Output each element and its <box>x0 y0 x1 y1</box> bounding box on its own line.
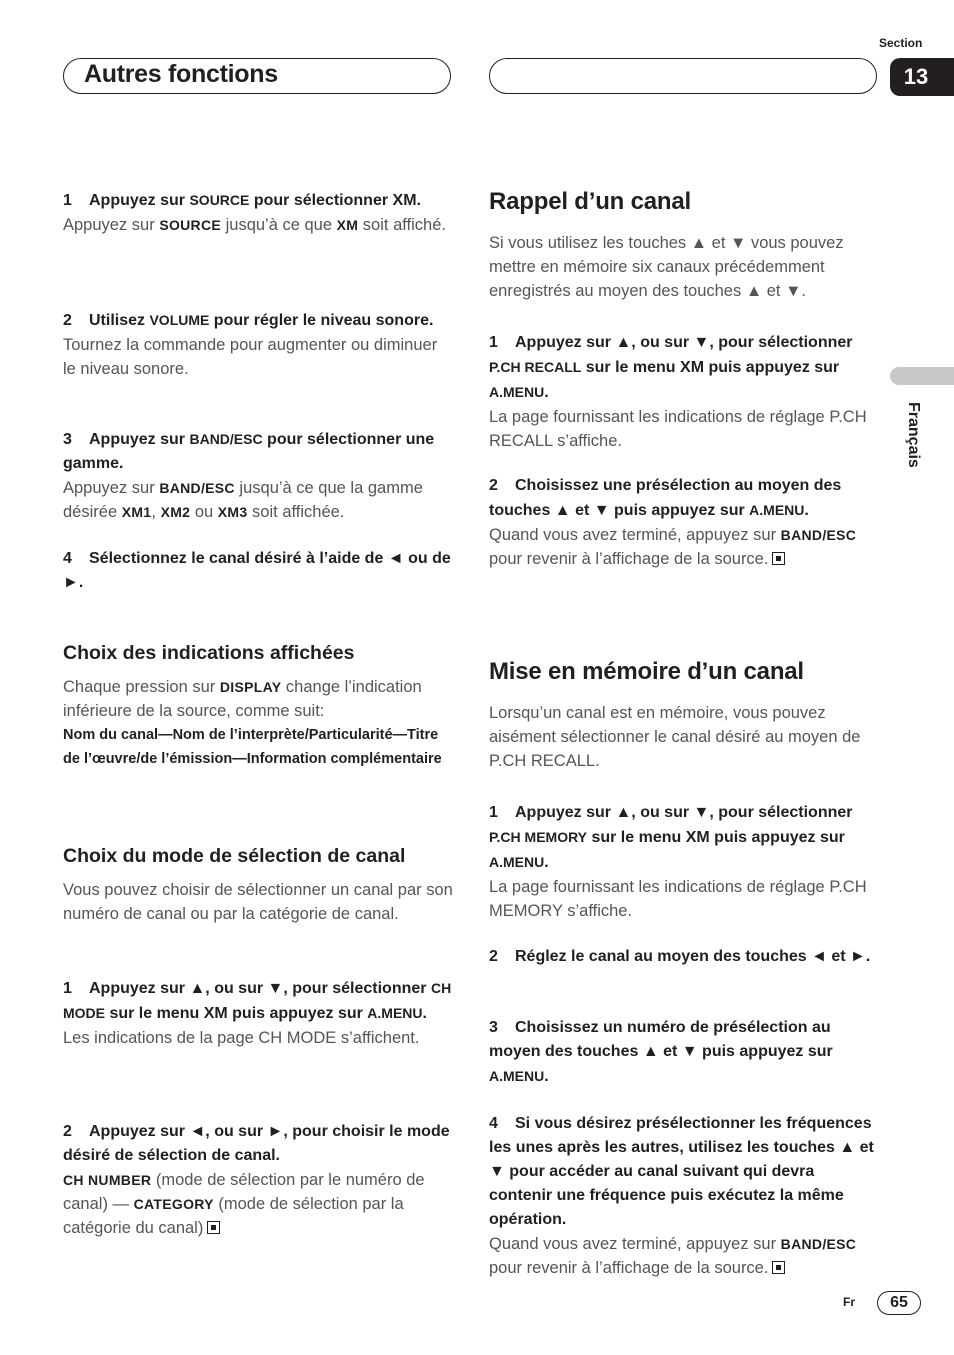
memory-step-3: 3 Choisissez un numéro de présélection au moyen des touches ▲ et ▼ puis appuyez sur A.MENU. <box>489 1019 833 1085</box>
page-number: 65 <box>877 1291 921 1315</box>
end-mark-icon <box>207 1221 220 1234</box>
mode-step-2: 2 Appuyez sur ◄, ou sur ►, pour choisir le mode désiré de sélection de canal. CH NUMBER (mode de sélection par le numéro de canal) — CATEGORY (mode de sélection par la catégorie du canal) <box>63 1123 450 1237</box>
section-number-badge: 13 <box>890 58 954 96</box>
mode-heading: Choix du mode de sélection de canal <box>63 845 406 867</box>
recall-step-2: 2 Choisissez une présélection au moyen des touches ▲ et ▼ puis appuyez sur A.MENU. Quand vous avez terminé, appuyez sur BAND/ESC pour revenir à l’affichage de la source. <box>489 477 857 568</box>
footer-language: Fr <box>843 1295 855 1309</box>
end-mark-icon <box>772 552 785 565</box>
header-title-box <box>63 58 451 94</box>
display-heading: Choix des indications affichées <box>63 642 355 664</box>
language-tab-bar <box>890 367 954 385</box>
step-4: 4 Sélectionnez le canal désiré à l’aide de ◄ ou de ►. <box>63 550 451 591</box>
memory-heading: Mise en mémoire d’un canal <box>489 658 804 685</box>
memory-step-4: 4 Si vous désirez présélectionner les fréquences les unes après les autres, utilisez les touches ▲ et ▼ pour accéder au canal suivant qui devra contenir une fréquence puis exécutez la même opération. Quand vous avez terminé, appuyez sur BAND/ESC pour revenir à l’affichage de la source. <box>489 1115 874 1277</box>
recall-step-1: 1 Appuyez sur ▲, ou sur ▼, pour sélectionner P.CH RECALL sur le menu XM puis appuyez sur A.MENU. La page fournissant les indications de réglage P.CH RECALL s’affiche. <box>489 334 867 450</box>
display-sequence: Nom du canal—Nom de l’interprète/Particularité—Titre de l’œuvre/de l’émission—Information complémentaire <box>63 727 442 767</box>
memory-section: Mise en mémoire d’un canal Lorsqu’un canal est en mémoire, vous pouvez aisément sélectionner le canal désiré au moyen de P.CH RECALL. <box>489 658 879 773</box>
mode-section: Choix du mode de sélection de canal Vous pouvez choisir de sélectionner un canal par son numéro de canal ou par la catégorie de canal. <box>63 845 453 923</box>
step-2: 2 Utilisez VOLUME pour régler le niveau sonore. Tournez la commande pour augmenter ou diminuer le niveau sonore. <box>63 312 438 378</box>
header-empty-box <box>489 58 877 94</box>
page-title: Autres fonctions <box>84 60 278 88</box>
memory-step-2: 2 Réglez le canal au moyen des touches ◄ et ►. <box>489 948 871 965</box>
language-tab-label: Français <box>905 402 922 468</box>
step-3: 3 Appuyez sur BAND/ESC pour sélectionner une gamme. Appuyez sur BAND/ESC jusqu’à ce que la gamme désirée XM1, XM2 ou XM3 soit affichée. <box>63 431 435 521</box>
mode-step-1: 1 Appuyez sur ▲, ou sur ▼, pour sélectionner CH MODE sur le menu XM puis appuyez sur A.MENU. Les indications de la page CH MODE s’affichent. <box>63 980 452 1047</box>
display-section: Choix des indications affichées Chaque pression sur DISPLAY change l’indication inférieure de la source, comme suit: Nom du canal—Nom de l’interprète/Particularité—Titre de l’œuvre/de l’émission—Information complémentaire <box>63 642 453 771</box>
recall-heading: Rappel d’un canal <box>489 188 691 215</box>
step-1: 1 Appuyez sur SOURCE pour sélectionner XM. Appuyez sur SOURCE jusqu’à ce que XM soit affiché. <box>63 192 446 234</box>
section-label: Section <box>879 36 923 50</box>
recall-section: Rappel d’un canal Si vous utilisez les touches ▲ et ▼ vous pouvez mettre en mémoire six canaux précédemment enregistrés au moyen des touches ▲ et ▼. <box>489 188 879 303</box>
end-mark-icon <box>772 1261 785 1274</box>
memory-step-1: 1 Appuyez sur ▲, ou sur ▼, pour sélectionner P.CH MEMORY sur le menu XM puis appuyez sur A.MENU. La page fournissant les indications de réglage P.CH MEMORY s’affiche. <box>489 804 867 920</box>
